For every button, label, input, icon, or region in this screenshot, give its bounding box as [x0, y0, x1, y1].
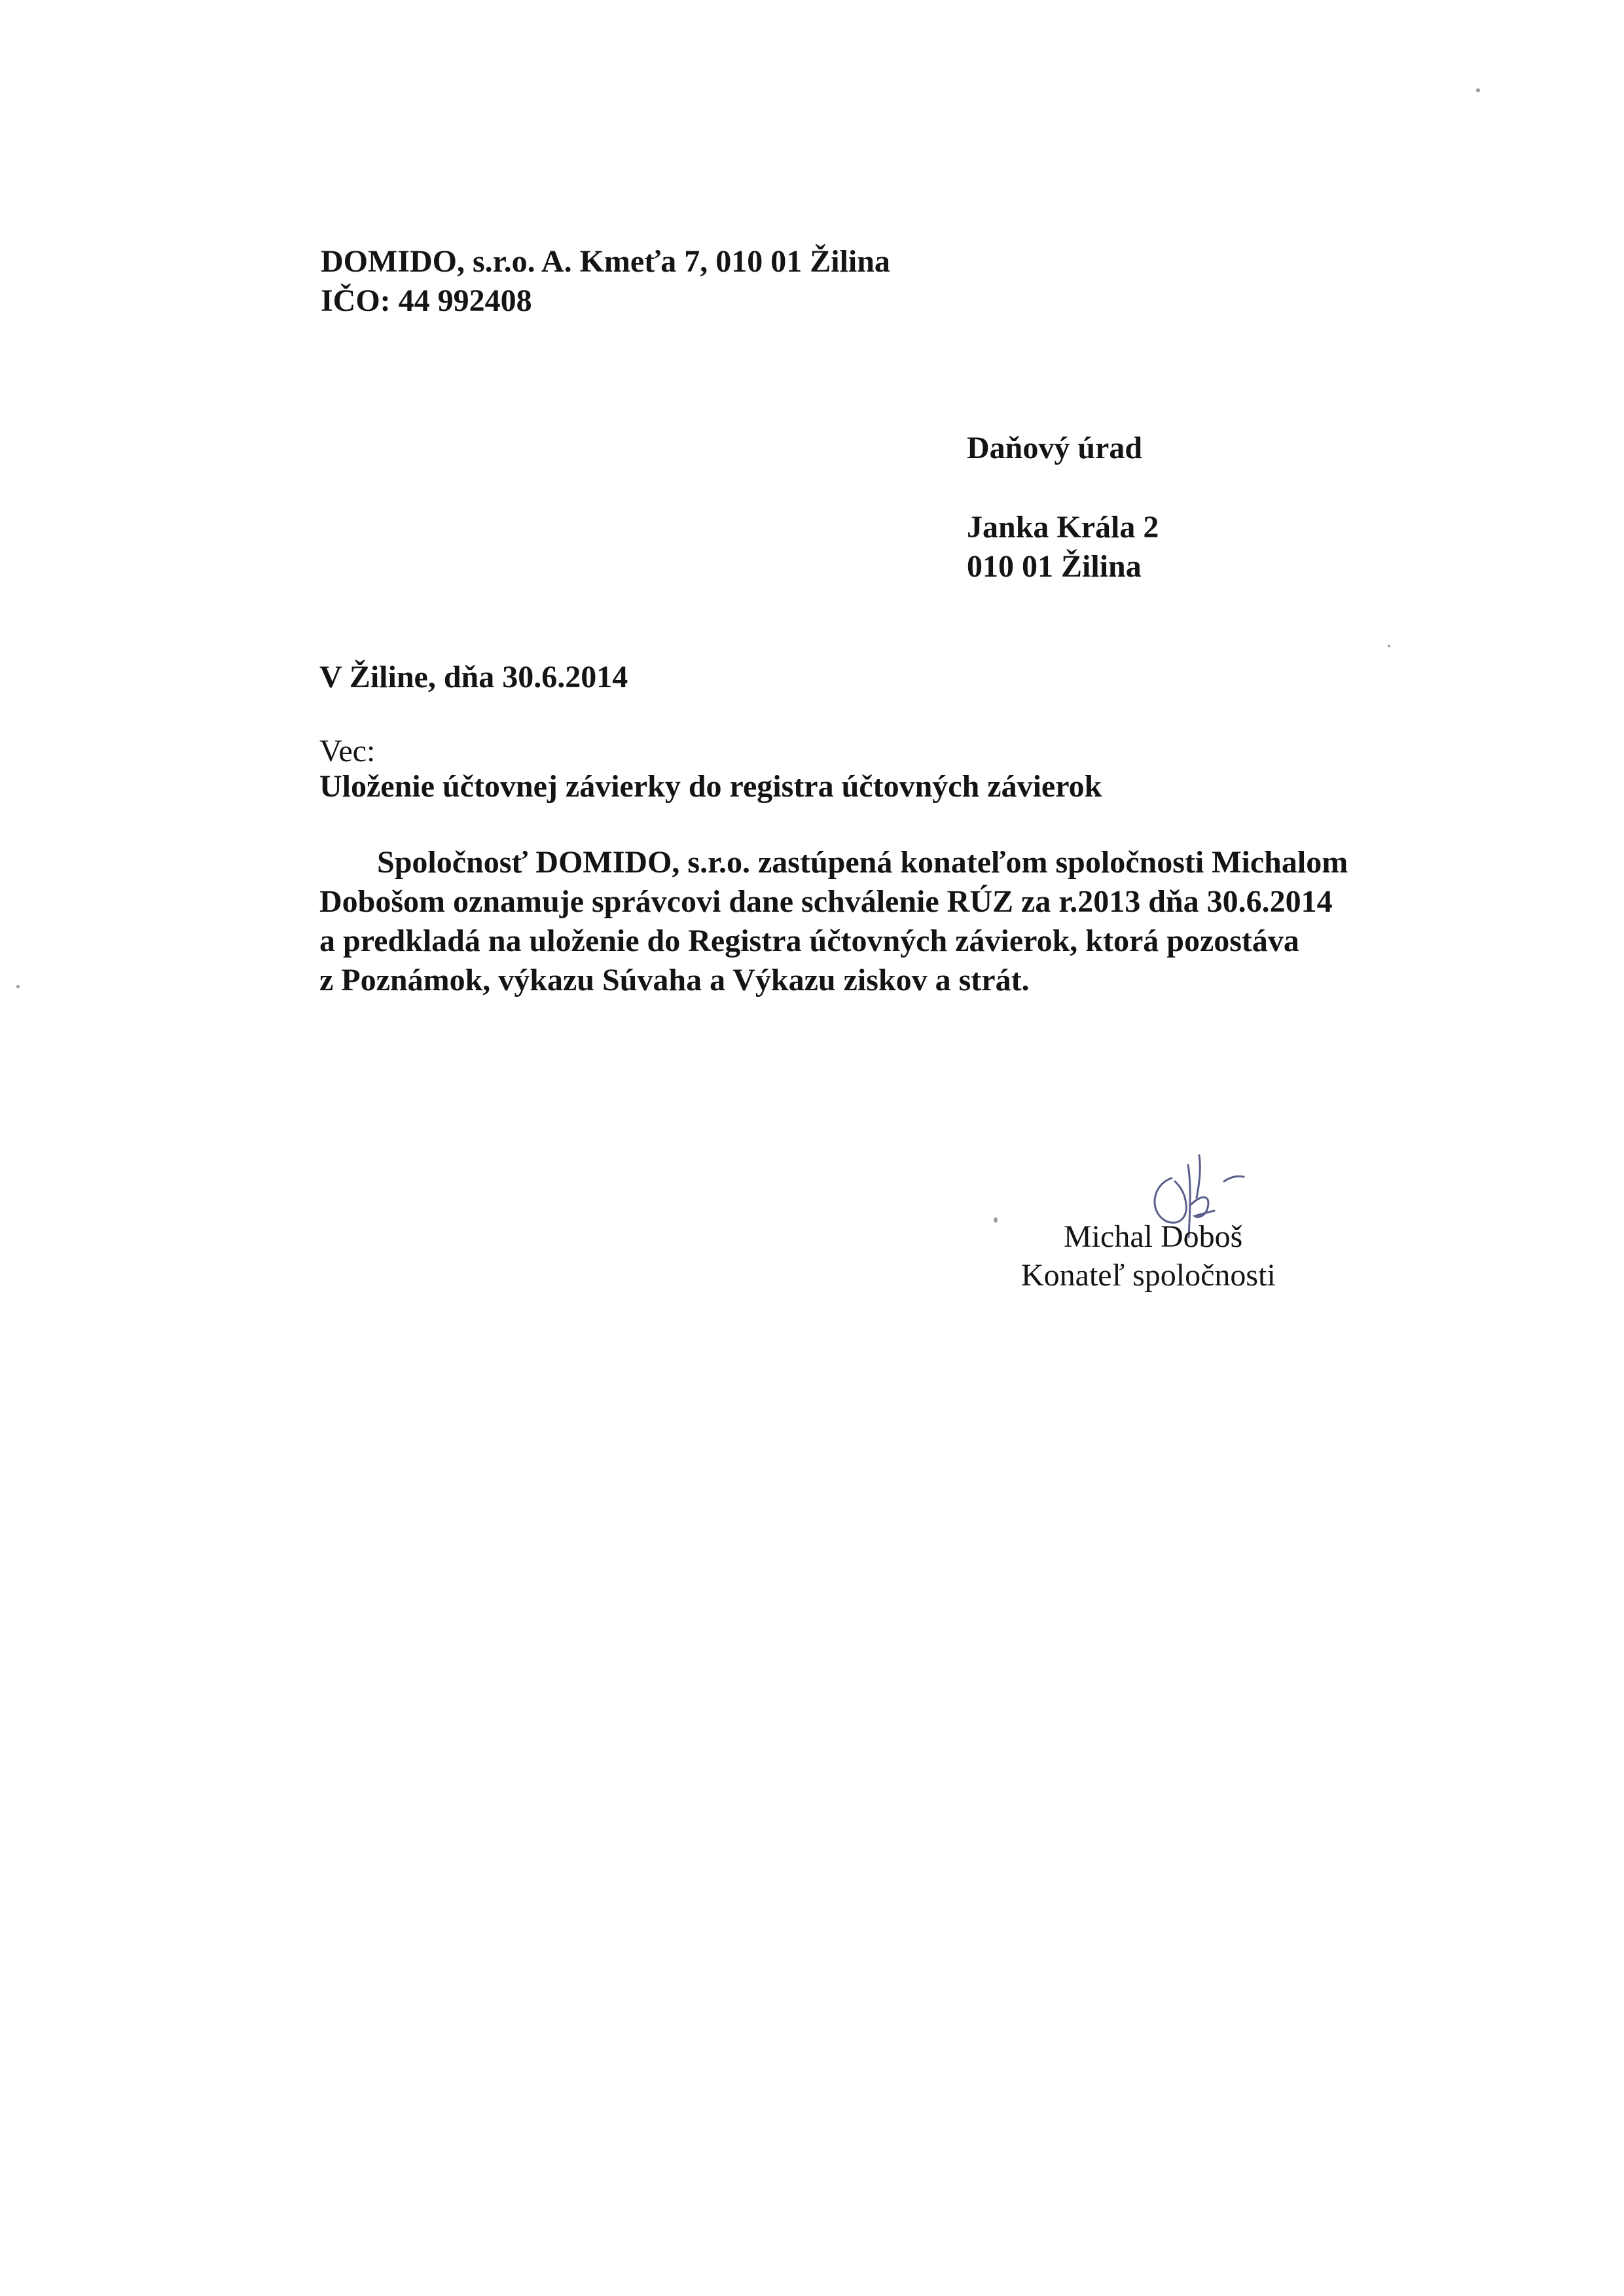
- sender-header: [321, 242, 890, 321]
- signature-stroke: [1197, 1155, 1200, 1198]
- signer-name: Michal Doboš: [1064, 1219, 1243, 1254]
- place-and-date: V Žiline, dňa 30.6.2014: [319, 660, 628, 694]
- signature-stroke: [1224, 1176, 1244, 1181]
- scan-speck: [16, 985, 20, 988]
- signer-role: Konateľ spoločnosti: [1021, 1258, 1276, 1293]
- subject-label: Vec:: [319, 734, 376, 768]
- body-line: Dobošom oznamuje správcovi dane schválenie RÚZ za r.2013 dňa 30.6.2014: [319, 884, 1333, 919]
- body-line: a predkladá na uloženie do Registra účtovných závierok, ktorá pozostáva: [319, 924, 1299, 958]
- recipient-city: 010 01 Žilina: [967, 549, 1142, 584]
- body-line: z Poznámok, výkazu Súvaha a Výkazu ziskov a strát.: [319, 963, 1030, 997]
- sender-address: DOMIDO, s.r.o. A. Kmeťa 7, 010 01 Žilina: [321, 244, 890, 279]
- scan-speck: [1476, 88, 1480, 92]
- recipient-office: Daňový úrad: [967, 431, 1143, 465]
- recipient-street: Janka Krála 2: [967, 510, 1159, 545]
- letter-body: [319, 843, 1348, 1000]
- subject-text: Uloženie účtovnej závierky do registra účtovných závierok: [319, 769, 1102, 804]
- body-line: Spoločnosť DOMIDO, s.r.o. zastúpená konateľom spoločnosti Michalom: [377, 845, 1348, 880]
- signature-stroke: [1155, 1178, 1186, 1223]
- scan-speck: [994, 1217, 998, 1223]
- signature-stroke: [1191, 1197, 1214, 1217]
- sender-company-id: IČO: 44 992408: [321, 283, 532, 318]
- scan-speck: [1388, 645, 1390, 647]
